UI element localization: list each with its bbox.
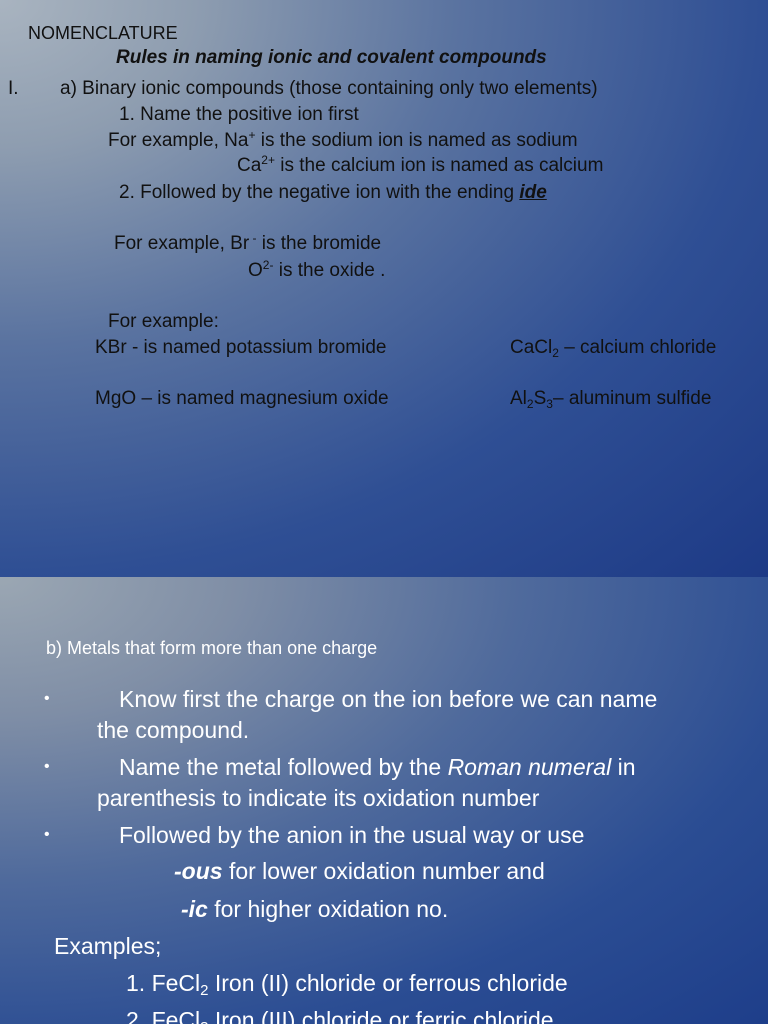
al2s3-subscript-1: 2 xyxy=(526,397,534,411)
page-heading: NOMENCLATURE xyxy=(28,23,178,43)
sodium-example xyxy=(108,130,578,152)
sodium-example-suffix: is the sodium ion is named as sodium xyxy=(255,130,578,151)
fecl3-subscript: 3 xyxy=(200,1019,209,1036)
al2s3-al: Al xyxy=(510,388,527,409)
item-a-text: a) Binary ionic compounds (those containing only two elements) xyxy=(60,78,598,99)
calcium-example xyxy=(237,155,603,177)
section-numeral: I. xyxy=(8,78,19,99)
oxide-example-prefix: O xyxy=(248,260,263,281)
slide-2-header: b) Metals that form more than one charge xyxy=(46,638,378,658)
roman-numeral-term: Roman numeral xyxy=(447,754,612,780)
mgo-example: MgO – is named magnesium oxide xyxy=(95,388,389,409)
bullet-2-line-1 xyxy=(119,753,636,781)
cacl2-subscript: 2 xyxy=(552,346,559,360)
bullet-3-text: Followed by the anion in the usual way or use xyxy=(119,822,585,848)
bromide-example-suffix: is the bromide xyxy=(256,233,382,254)
ous-suffix: -ous xyxy=(174,858,223,884)
example-2 xyxy=(126,1006,554,1034)
ous-rule xyxy=(174,857,545,885)
examples-heading: Examples; xyxy=(54,933,162,959)
calcium-example-suffix: is the calcium ion is named as calcium xyxy=(274,155,604,176)
bromide-charge: - xyxy=(249,231,257,245)
ous-description: for lower oxidation number and xyxy=(222,858,545,884)
al2s3-name: – aluminum sulfide xyxy=(552,388,712,409)
bullet-2-prefix: Name the metal followed by the xyxy=(119,754,448,780)
bullet-1-line-1: Know first the charge on the ion before we can name xyxy=(119,686,658,712)
ic-rule xyxy=(181,895,448,923)
fecl2-formula: 1. FeCl xyxy=(126,970,201,996)
kbr-example: KBr - is named potassium bromide xyxy=(95,337,387,358)
bullet-3-glyph: • xyxy=(44,826,50,843)
examples-label: For example: xyxy=(108,311,219,332)
ic-suffix: -ic xyxy=(181,896,208,922)
bullet-1-line-2: the compound. xyxy=(97,717,250,743)
ide-ending: ide xyxy=(519,182,547,203)
rule-2-text xyxy=(119,182,547,204)
cacl2-formula: CaCl xyxy=(510,337,553,358)
rule-2-body: 2. Followed by the negative ion with the ending xyxy=(119,182,520,203)
sodium-charge: + xyxy=(248,128,256,142)
fecl2-subscript: 2 xyxy=(200,982,209,999)
example-1 xyxy=(126,969,568,997)
oxide-example-suffix: is the oxide . xyxy=(273,260,386,281)
fecl3-names: Iron (III) chloride or ferric chloride xyxy=(208,1007,554,1033)
calcium-charge: 2+ xyxy=(261,153,275,167)
ic-description: for higher oxidation no. xyxy=(207,896,449,922)
bromide-example xyxy=(114,233,381,255)
sodium-example-prefix: For example, Na xyxy=(108,130,249,151)
oxide-charge: 2- xyxy=(262,258,274,272)
al2s3-s: S xyxy=(533,388,547,409)
fecl3-formula: 2. FeCl xyxy=(126,1007,201,1033)
cacl2-example xyxy=(510,337,716,359)
bullet-2-line-2: parenthesis to indicate its oxidation number xyxy=(97,785,540,811)
al2s3-example xyxy=(510,388,711,410)
bullet-2-suffix: in xyxy=(611,754,636,780)
bullet-1-glyph: • xyxy=(44,690,50,707)
cacl2-name: – calcium chloride xyxy=(558,337,717,358)
bullet-2-glyph: • xyxy=(44,758,50,775)
slide-subtitle: Rules in naming ionic and covalent compounds xyxy=(116,47,547,68)
calcium-example-prefix: Ca xyxy=(237,155,262,176)
slide-2 xyxy=(0,577,768,1036)
al2s3-subscript-2: 3 xyxy=(546,397,553,411)
bromide-example-prefix: For example, Br xyxy=(114,233,250,254)
fecl2-names: Iron (II) chloride or ferrous chloride xyxy=(208,970,568,996)
rule-1-text: 1. Name the positive ion first xyxy=(119,104,359,125)
oxide-example xyxy=(248,260,385,282)
